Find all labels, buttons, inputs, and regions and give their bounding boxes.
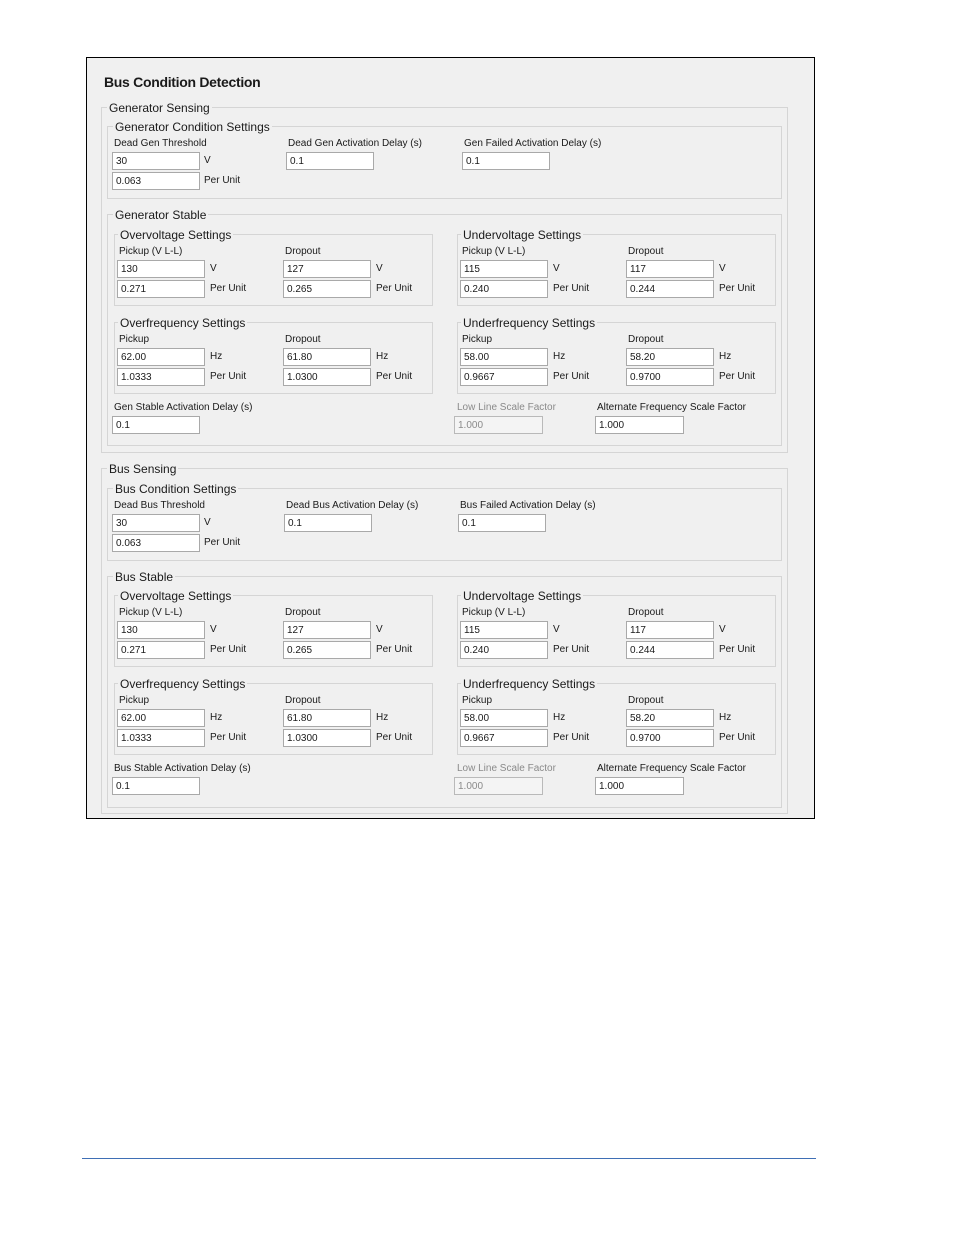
volts-unit: V bbox=[204, 517, 211, 528]
dead-bus-threshold-v-input[interactable] bbox=[112, 514, 200, 532]
bus-ov-pickup-label: Pickup (V L-L) bbox=[119, 607, 183, 618]
per-unit-unit: Per Unit bbox=[210, 644, 247, 655]
gen-uv-dropout-v-input[interactable] bbox=[626, 260, 714, 278]
gen-uf-pickup-pu-input[interactable] bbox=[460, 368, 548, 386]
bus-low-line-scale-input bbox=[454, 777, 543, 795]
gen-failed-activation-delay-label: Gen Failed Activation Delay (s) bbox=[464, 138, 602, 149]
per-unit-unit: Per Unit bbox=[553, 283, 590, 294]
dead-gen-threshold-pu-input[interactable] bbox=[112, 172, 200, 190]
gen-ov-dropout-v-input[interactable] bbox=[283, 260, 371, 278]
volts-unit: V bbox=[210, 263, 217, 274]
bus-stable-activation-delay-input[interactable] bbox=[112, 777, 200, 795]
volts-unit: V bbox=[376, 263, 383, 274]
bus-uf-pickup-hz-input[interactable] bbox=[460, 709, 548, 727]
bus-low-line-scale-label: Low Line Scale Factor bbox=[457, 763, 556, 774]
bus-uv-pickup-label: Pickup (V L-L) bbox=[462, 607, 526, 618]
bus-uf-dropout-pu-input[interactable] bbox=[626, 729, 714, 747]
bus-uv-pickup-pu-input[interactable] bbox=[460, 641, 548, 659]
per-unit-unit: Per Unit bbox=[376, 732, 413, 743]
bus-stable-activation-delay-label: Bus Stable Activation Delay (s) bbox=[114, 763, 251, 774]
per-unit-unit: Per Unit bbox=[210, 283, 247, 294]
panel-title: Bus Condition Detection bbox=[104, 74, 261, 90]
gen-overfrequency-label: Overfrequency Settings bbox=[120, 316, 246, 330]
gen-ov-pickup-pu-input[interactable] bbox=[117, 280, 205, 298]
bus-of-pickup-hz-input[interactable] bbox=[117, 709, 205, 727]
bus-sensing-label: Bus Sensing bbox=[109, 462, 177, 476]
gen-uf-dropout-hz-input[interactable] bbox=[626, 348, 714, 366]
gen-of-dropout-hz-input[interactable] bbox=[283, 348, 371, 366]
gen-of-pickup-hz-input[interactable] bbox=[117, 348, 205, 366]
generator-stable-label: Generator Stable bbox=[115, 208, 207, 222]
gen-ov-pickup-v-input[interactable] bbox=[117, 260, 205, 278]
hertz-unit: Hz bbox=[376, 712, 389, 723]
per-unit-unit: Per Unit bbox=[553, 644, 590, 655]
gen-uv-pickup-v-input[interactable] bbox=[460, 260, 548, 278]
gen-uf-dropout-label: Dropout bbox=[628, 334, 664, 345]
volts-unit: V bbox=[376, 624, 383, 635]
bus-of-dropout-label: Dropout bbox=[285, 695, 321, 706]
dead-gen-threshold-label: Dead Gen Threshold bbox=[114, 138, 207, 149]
hertz-unit: Hz bbox=[719, 351, 732, 362]
per-unit-unit: Per Unit bbox=[376, 371, 413, 382]
gen-of-pickup-pu-input[interactable] bbox=[117, 368, 205, 386]
volts-unit: V bbox=[210, 624, 217, 635]
bus-failed-activation-delay-input[interactable] bbox=[458, 514, 546, 532]
per-unit-unit: Per Unit bbox=[204, 175, 241, 186]
bus-uv-dropout-pu-input[interactable] bbox=[626, 641, 714, 659]
bus-ov-pickup-v-input[interactable] bbox=[117, 621, 205, 639]
hertz-unit: Hz bbox=[553, 351, 566, 362]
gen-uf-dropout-pu-input[interactable] bbox=[626, 368, 714, 386]
bus-failed-activation-delay-label: Bus Failed Activation Delay (s) bbox=[460, 500, 596, 511]
gen-ov-dropout-pu-input[interactable] bbox=[283, 280, 371, 298]
dead-gen-activation-delay-label: Dead Gen Activation Delay (s) bbox=[288, 138, 422, 149]
bus-uf-dropout-label: Dropout bbox=[628, 695, 664, 706]
bus-uv-dropout-v-input[interactable] bbox=[626, 621, 714, 639]
bus-of-pickup-label: Pickup bbox=[119, 695, 150, 706]
gen-undervoltage-label: Undervoltage Settings bbox=[463, 228, 582, 242]
volts-unit: V bbox=[553, 624, 560, 635]
hertz-unit: Hz bbox=[210, 351, 223, 362]
gen-stable-activation-delay-input[interactable] bbox=[112, 416, 200, 434]
gen-uf-pickup-hz-input[interactable] bbox=[460, 348, 548, 366]
bus-ov-dropout-pu-input[interactable] bbox=[283, 641, 371, 659]
per-unit-unit: Per Unit bbox=[210, 732, 247, 743]
gen-uv-dropout-pu-input[interactable] bbox=[626, 280, 714, 298]
bus-overvoltage-label: Overvoltage Settings bbox=[120, 589, 232, 603]
gen-of-dropout-pu-input[interactable] bbox=[283, 368, 371, 386]
per-unit-unit: Per Unit bbox=[553, 732, 590, 743]
hertz-unit: Hz bbox=[376, 351, 389, 362]
gen-overvoltage-label: Overvoltage Settings bbox=[120, 228, 232, 242]
footer-rule bbox=[82, 1158, 816, 1159]
gen-ov-pickup-label: Pickup (V L-L) bbox=[119, 246, 183, 257]
bus-of-dropout-pu-input[interactable] bbox=[283, 729, 371, 747]
volts-unit: V bbox=[204, 155, 211, 166]
per-unit-unit: Per Unit bbox=[376, 283, 413, 294]
bus-overfrequency-label: Overfrequency Settings bbox=[120, 677, 246, 691]
volts-unit: V bbox=[719, 263, 726, 274]
hertz-unit: Hz bbox=[210, 712, 223, 723]
per-unit-unit: Per Unit bbox=[719, 371, 756, 382]
bus-of-pickup-pu-input[interactable] bbox=[117, 729, 205, 747]
dead-bus-activation-delay-input[interactable] bbox=[284, 514, 372, 532]
gen-low-line-scale-label: Low Line Scale Factor bbox=[457, 402, 556, 413]
bus-uf-pickup-pu-input[interactable] bbox=[460, 729, 548, 747]
dead-bus-threshold-pu-input[interactable] bbox=[112, 534, 200, 552]
bus-undervoltage-label: Undervoltage Settings bbox=[463, 589, 582, 603]
bus-uf-pickup-label: Pickup bbox=[462, 695, 493, 706]
gen-alt-frequency-scale-input[interactable] bbox=[595, 416, 684, 434]
generator-condition-label: Generator Condition Settings bbox=[115, 120, 270, 134]
volts-unit: V bbox=[719, 624, 726, 635]
dead-gen-activation-delay-input[interactable] bbox=[286, 152, 374, 170]
bus-ov-pickup-pu-input[interactable] bbox=[117, 641, 205, 659]
gen-low-line-scale-input bbox=[454, 416, 543, 434]
gen-ov-dropout-label: Dropout bbox=[285, 246, 321, 257]
hertz-unit: Hz bbox=[553, 712, 566, 723]
gen-stable-activation-delay-label: Gen Stable Activation Delay (s) bbox=[114, 402, 253, 413]
bus-ov-dropout-label: Dropout bbox=[285, 607, 321, 618]
per-unit-unit: Per Unit bbox=[719, 283, 756, 294]
per-unit-unit: Per Unit bbox=[719, 732, 756, 743]
dead-bus-threshold-label: Dead Bus Threshold bbox=[114, 500, 205, 511]
bus-uf-dropout-hz-input[interactable] bbox=[626, 709, 714, 727]
bus-alt-frequency-scale-label: Alternate Frequency Scale Factor bbox=[597, 763, 746, 774]
per-unit-unit: Per Unit bbox=[376, 644, 413, 655]
dead-gen-threshold-v-input[interactable] bbox=[112, 152, 200, 170]
per-unit-unit: Per Unit bbox=[553, 371, 590, 382]
generator-sensing-label: Generator Sensing bbox=[109, 101, 210, 115]
bus-stable-label: Bus Stable bbox=[115, 570, 174, 584]
hertz-unit: Hz bbox=[719, 712, 732, 723]
gen-uf-pickup-label: Pickup bbox=[462, 334, 493, 345]
volts-unit: V bbox=[553, 263, 560, 274]
gen-uv-dropout-label: Dropout bbox=[628, 246, 664, 257]
gen-of-dropout-label: Dropout bbox=[285, 334, 321, 345]
gen-alt-frequency-scale-label: Alternate Frequency Scale Factor bbox=[597, 402, 746, 413]
bus-ov-dropout-v-input[interactable] bbox=[283, 621, 371, 639]
per-unit-unit: Per Unit bbox=[210, 371, 247, 382]
gen-of-pickup-label: Pickup bbox=[119, 334, 150, 345]
bus-condition-detection-panel bbox=[86, 57, 815, 819]
bus-uv-dropout-label: Dropout bbox=[628, 607, 664, 618]
gen-uv-pickup-label: Pickup (V L-L) bbox=[462, 246, 526, 257]
gen-underfrequency-label: Underfrequency Settings bbox=[463, 316, 596, 330]
per-unit-unit: Per Unit bbox=[719, 644, 756, 655]
bus-condition-label: Bus Condition Settings bbox=[115, 482, 237, 496]
gen-uv-pickup-pu-input[interactable] bbox=[460, 280, 548, 298]
dead-bus-activation-delay-label: Dead Bus Activation Delay (s) bbox=[286, 500, 419, 511]
bus-alt-frequency-scale-input[interactable] bbox=[595, 777, 684, 795]
bus-underfrequency-label: Underfrequency Settings bbox=[463, 677, 596, 691]
bus-of-dropout-hz-input[interactable] bbox=[283, 709, 371, 727]
gen-failed-activation-delay-input[interactable] bbox=[462, 152, 550, 170]
bus-uv-pickup-v-input[interactable] bbox=[460, 621, 548, 639]
per-unit-unit: Per Unit bbox=[204, 537, 241, 548]
